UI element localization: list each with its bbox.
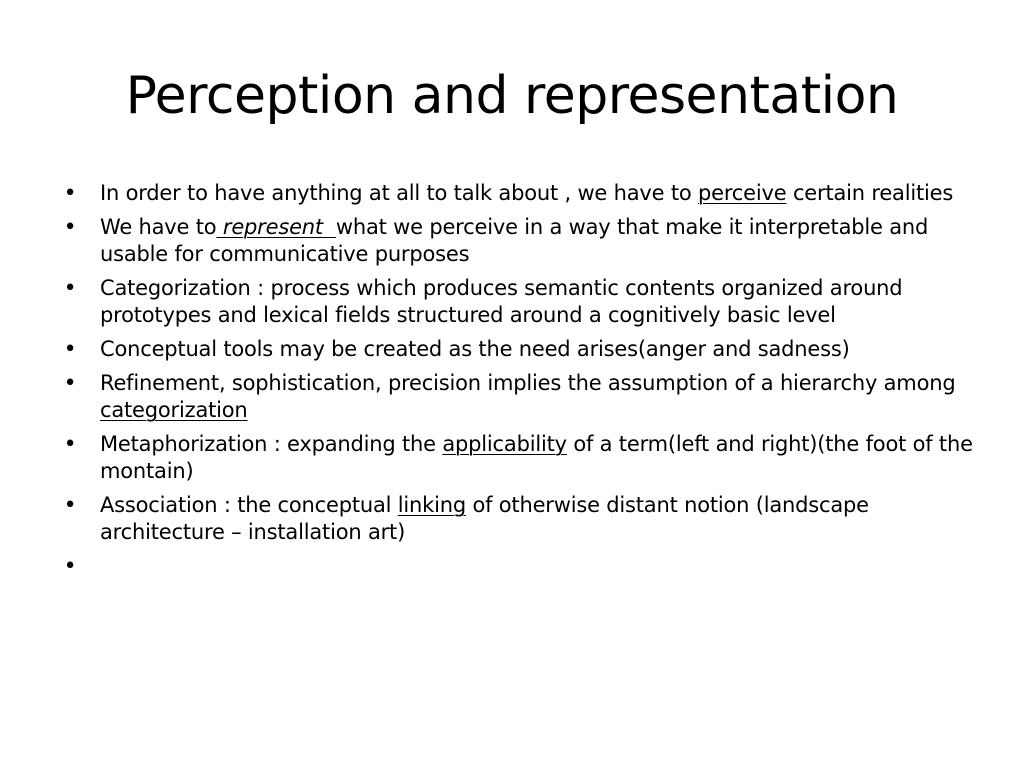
bullet-item-conceptual-tools bbox=[58, 336, 973, 363]
bullet-text: Conceptual tools may be created as the need arises(anger and sadness) bbox=[100, 337, 850, 361]
bullet-icon: • bbox=[63, 337, 77, 362]
bullet-icon: • bbox=[63, 371, 77, 396]
bullet-icon: • bbox=[63, 181, 77, 206]
underlined-italic-term: represent bbox=[216, 215, 336, 239]
bullet-text: Categorization : process which produces semantic contents organized around prototypes and lexical fields structured around a cognitively basic level bbox=[100, 276, 903, 327]
bullet-text: Metaphorization : expanding the bbox=[100, 432, 443, 456]
bullet-icon: • bbox=[63, 493, 77, 518]
bullet-item-represent bbox=[58, 214, 973, 268]
bullet-text: what we perceive in a way that make it interpretable and usable for communicative purposes bbox=[100, 215, 929, 266]
underlined-term: perceive bbox=[697, 181, 787, 205]
bullet-list bbox=[58, 180, 973, 587]
bullet-item-empty bbox=[58, 553, 973, 580]
bullet-text: certain realities bbox=[786, 181, 954, 205]
bullet-icon: • bbox=[63, 276, 77, 301]
underlined-term: categorization bbox=[100, 398, 248, 422]
bullet-text: Association : the conceptual bbox=[100, 493, 398, 517]
bullet-text: of a term(left and right)(the foot of the montain) bbox=[100, 432, 973, 483]
bullet-item-metaphorization bbox=[58, 431, 973, 485]
bullet-text: of otherwise distant notion (landscape architecture – installation art) bbox=[100, 493, 869, 544]
slide-title: Perception and representation bbox=[125, 66, 899, 126]
underlined-term: linking bbox=[397, 493, 466, 517]
bullet-icon: • bbox=[63, 554, 77, 579]
bullet-text: We have to bbox=[100, 215, 217, 239]
bullet-item-perceive bbox=[58, 180, 973, 207]
bullet-icon: • bbox=[63, 215, 77, 240]
bullet-icon: • bbox=[63, 432, 77, 457]
bullet-text: In order to have anything at all to talk about , we have to bbox=[100, 181, 698, 205]
bullet-item-categorization bbox=[58, 275, 973, 329]
bullet-item-association bbox=[58, 492, 973, 546]
underlined-term: applicability bbox=[442, 432, 567, 456]
bullet-text: Refinement, sophistication, precision implies the assumption of a hierarchy among bbox=[100, 371, 956, 395]
bullet-item-refinement bbox=[58, 370, 973, 424]
